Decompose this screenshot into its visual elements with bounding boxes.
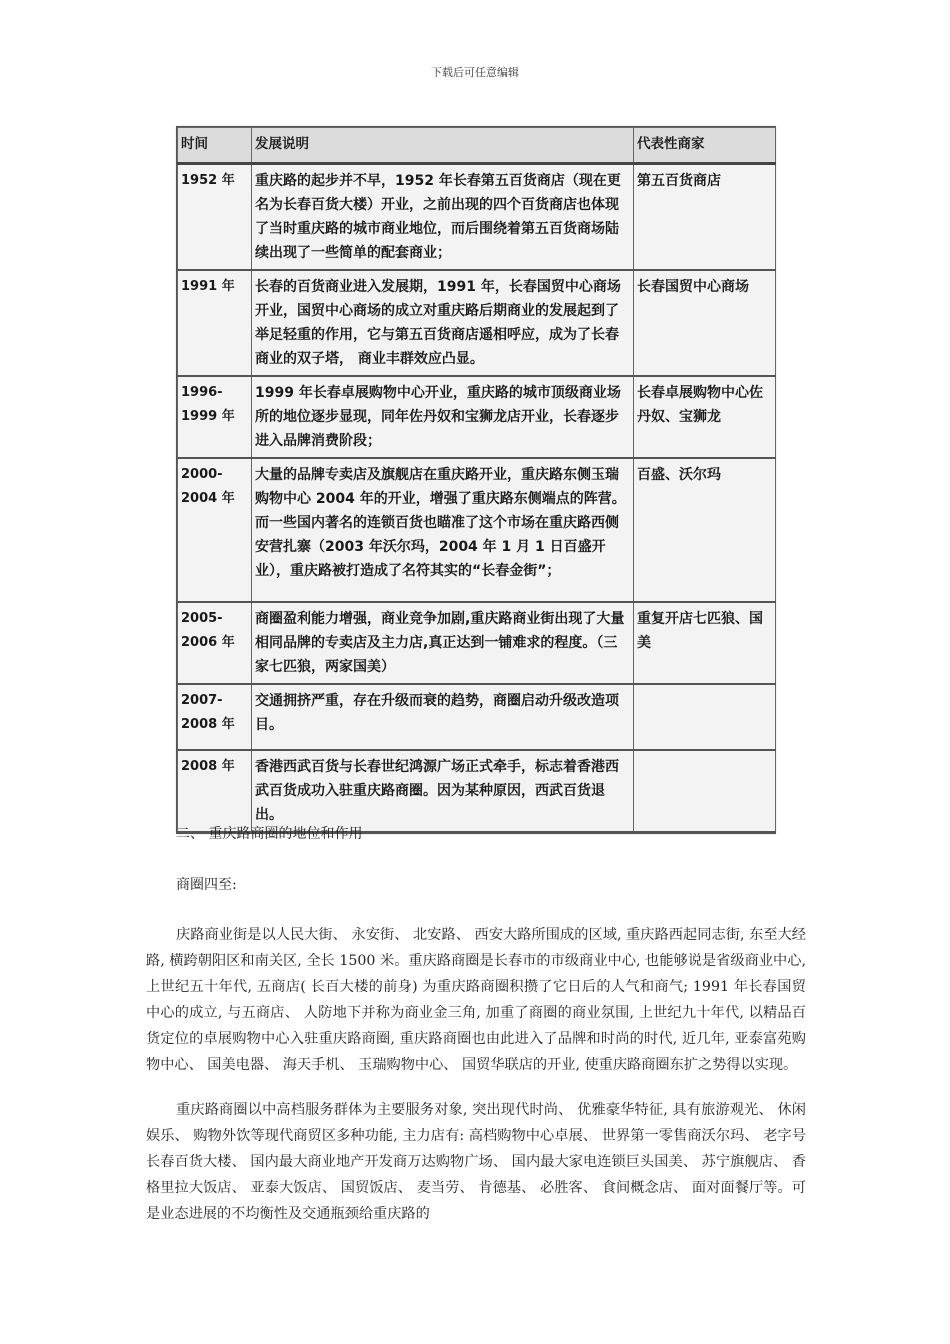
- row-year: 1996-1999 年: [178, 376, 252, 458]
- section-heading: 二、 重庆路商圈的地位和作用: [176, 826, 363, 842]
- row-description: 大量的品牌专卖店及旗舰店在重庆路开业，重庆路东侧玉瑞购物中心 2004 年的开业，增强了重庆路东侧端点的阵营。而一些国内著名的连锁百货也瞄准了这个市场在重庆路西侧安营扎寨（2003 年沃尔玛，2004 年 1 月 1 日百盛开业），重庆路被打造成了名符其实的“长春金街”；: [252, 458, 634, 602]
- table-row: [178, 602, 776, 684]
- row-merchant: [634, 684, 776, 750]
- row-year: 2007-2008 年: [178, 684, 252, 750]
- table-row: [178, 684, 776, 750]
- row-merchant: 百盛、沃尔玛: [634, 458, 776, 602]
- column-header-merchant: 代表性商家: [634, 128, 776, 164]
- table-row: [178, 376, 776, 458]
- row-description: 商圈盈利能力增强，商业竞争加剧,重庆路商业街出现了大量相同品牌的专卖店及主力店,真正达到一铺难求的程度。（三家七匹狼，两家国美）: [252, 602, 634, 684]
- row-description: 香港西武百货与长春世纪鸿源广场正式牵手，标志着香港西武百货成功入驻重庆路商圈。因为某种原因，西武百货退出。: [252, 750, 634, 832]
- row-year: 2005-2006 年: [178, 602, 252, 684]
- row-merchant: 第五百货商店: [634, 164, 776, 271]
- column-header-description: 发展说明: [252, 128, 634, 164]
- column-header-time: 时间: [178, 128, 252, 164]
- table-row: [178, 458, 776, 602]
- table-header-row: [178, 128, 776, 164]
- row-description: 交通拥挤严重，存在升级而衰的趋势，商圈启动升级改造项目。: [252, 684, 634, 750]
- row-description: 重庆路的起步并不早，1952 年长春第五百货商店（现在更名为长春百货大楼）开业，之前出现的四个百货商店也体现了当时重庆路的城市商业地位，而后围绕着第五百货商场陆续出现了一些简单的配套商业；: [252, 164, 634, 271]
- row-description: 长春的百货商业进入发展期，1991 年，长春国贸中心商场开业，国贸中心商场的成立对重庆路后期商业的发展起到了举足轻重的作用，它与第五百货商店遥相呼应，成为了长春商业的双子塔， 商业丰群效应凸显。: [252, 270, 634, 376]
- page-header: 下载后可任意编辑: [431, 66, 519, 79]
- table-row: [178, 750, 776, 832]
- history-table: [176, 126, 776, 834]
- table-row: [178, 270, 776, 376]
- section-subheading: 商圈四至:: [176, 877, 237, 893]
- row-merchant: [634, 750, 776, 832]
- row-merchant: 长春国贸中心商场: [634, 270, 776, 376]
- row-year: 1991 年: [178, 270, 252, 376]
- body-paragraph: 庆路商业街是以人民大街、 永安街、 北安路、 西安大路所围成的区域, 重庆路西起同志街, 东至大经路, 横跨朝阳区和南关区, 全长 1500 米。重庆路商圈是长春市的市级商业中心, 也能够说是省级商业中心, 上世纪五十年代, 五商店( 长百大楼的前身) 为重庆路商圈积攒了它日后的人气和商气; 1991 年长春国贸中心的成立, 与五商店、 人防地下并称为商业金三角, 加重了商圈的商业氛围, 上世纪九十年代, 以精品百货定位的卓展购物中心入驻重庆路商圈, 重庆路商圈也由此进入了品牌和时尚的时代, 近几年, 亚泰富苑购物中心、 国美电器、 海天手机、 玉瑞购物中心、 国贸华联店的开业, 使重庆路商圈东扩之势得以实现。: [146, 927, 806, 1073]
- table-row: [178, 164, 776, 271]
- row-year: 1952 年: [178, 164, 252, 271]
- body-paragraph: 重庆路商圈以中高档服务群体为主要服务对象, 突出现代时尚、 优雅豪华特征, 具有旅游观光、 休闲娱乐、 购物外饮等现代商贸区多种功能, 主力店有: 高档购物中心卓展、 世界第一零售商沃尔玛、 老字号长春百货大楼、 国内最大商业地产开发商万达购物广场、 国内最大家电连锁巨头国美、 苏宁旗舰店、 香格里拉大饭店、 亚泰大饭店、 国贸饭店、 麦当劳、 肯德基、 必胜客、 食间概念店、 面对面餐厅等。可是业态进展的不均衡性及交通瓶颈给重庆路的: [146, 1102, 806, 1222]
- row-year: 2008 年: [178, 750, 252, 832]
- row-description: 1999 年长春卓展购物中心开业，重庆路的城市顶级商业场所的地位逐步显现，同年佐丹奴和宝狮龙店开业，长春逐步进入品牌消费阶段；: [252, 376, 634, 458]
- row-year: 2000-2004 年: [178, 458, 252, 602]
- row-merchant: 重复开店七匹狼、国美: [634, 602, 776, 684]
- row-merchant: 长春卓展购物中心佐丹奴、宝狮龙: [634, 376, 776, 458]
